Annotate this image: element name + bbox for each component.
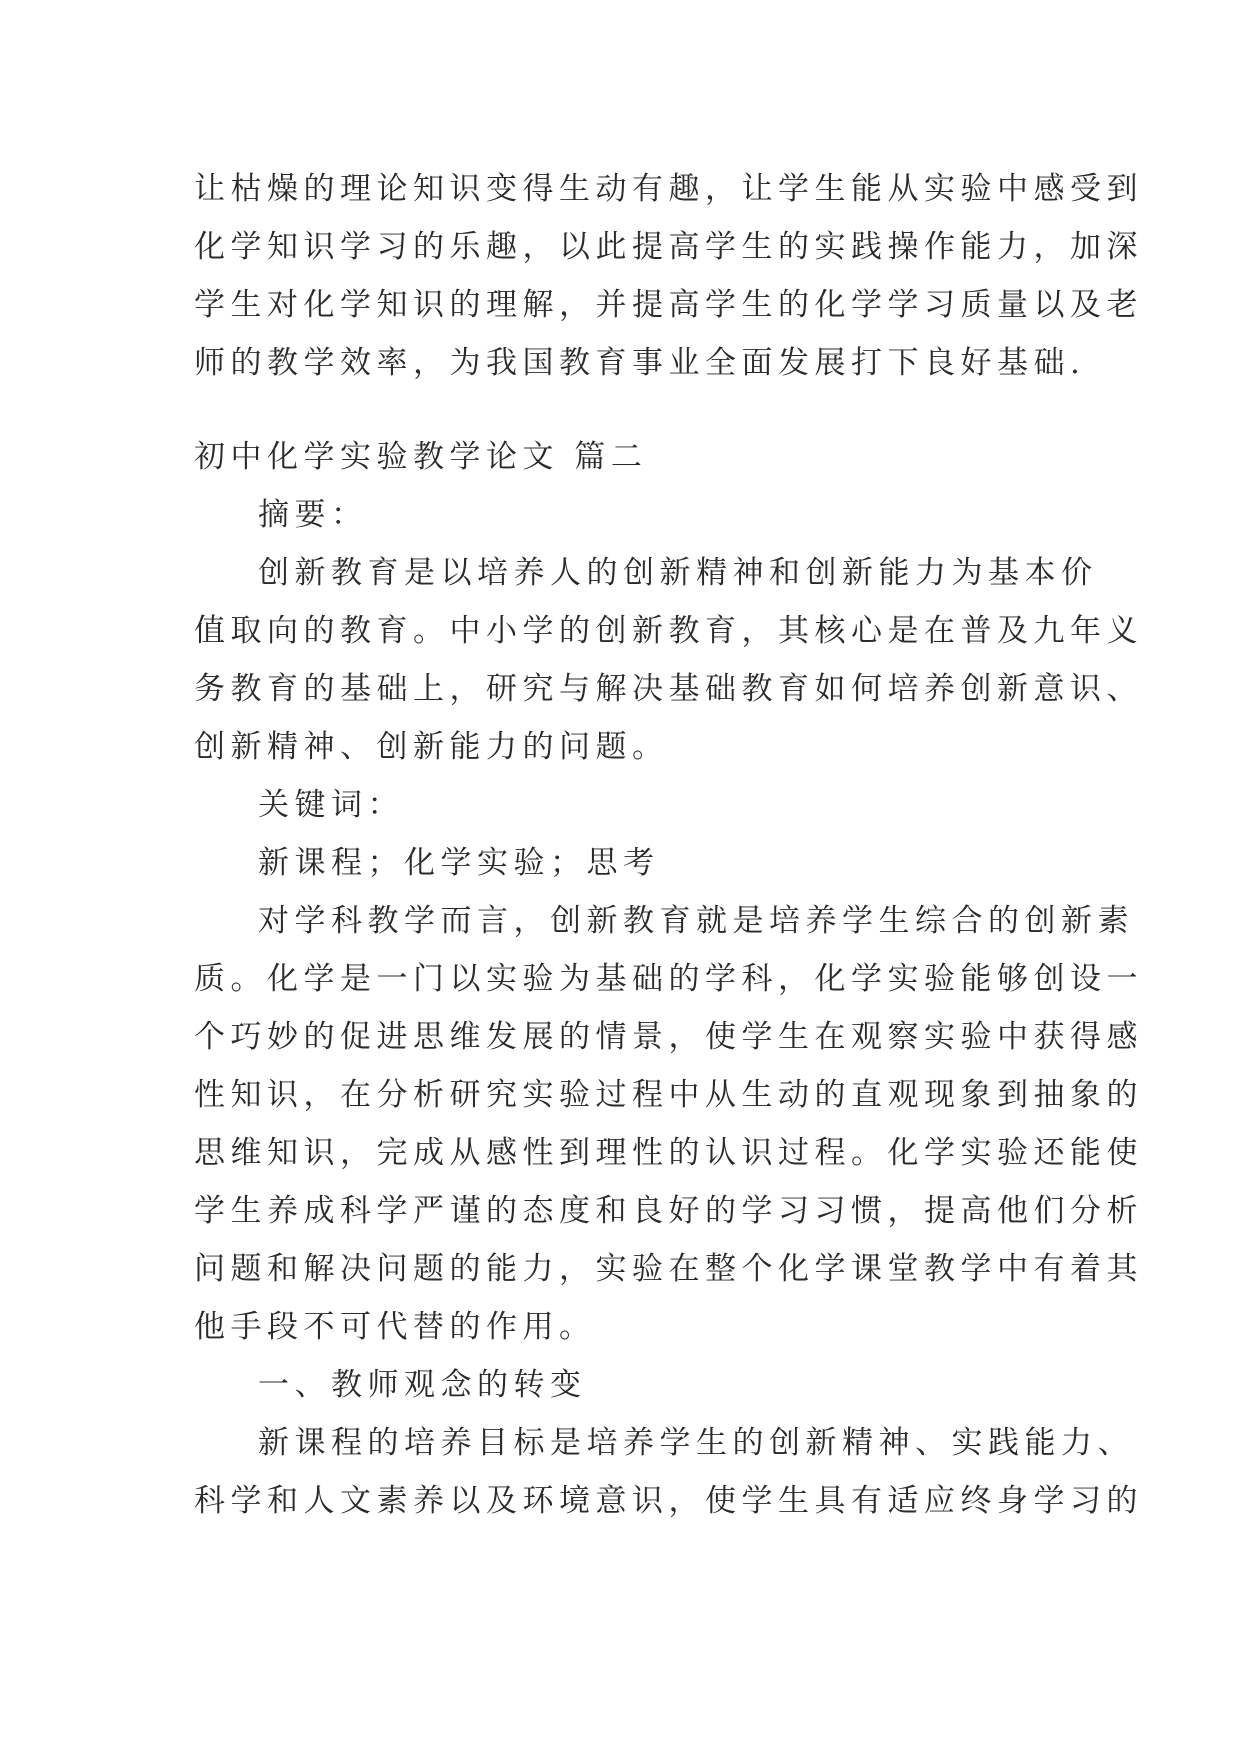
paragraph-line: 问题和解决问题的能力，实验在整个化学课堂教学中有着其 <box>194 1251 1143 1287</box>
paragraph-line: 新课程的培养目标是培养学生的创新精神、实践能力、 <box>258 1425 1134 1461</box>
body-paragraph <box>194 892 1143 1356</box>
paragraph-line: 师的教学效率，为我国教育事业全面发展打下良好基础. <box>194 345 1086 381</box>
document-body <box>194 160 1143 1530</box>
paragraph-line: 值取向的教育。中小学的创新教育，其核心是在普及九年义 <box>194 613 1143 649</box>
keywords-label: 关键词： <box>258 787 404 823</box>
paragraph-line: 让枯燥的理论知识变得生动有趣，让学生能从实验中感受到 <box>194 171 1143 207</box>
paragraph-line: 科学和人文素养以及环境意识，使学生具有适应终身学习的 <box>194 1483 1143 1519</box>
paragraph-line: 质。化学是一门以实验为基础的学科，化学实验能够创设一 <box>194 961 1143 997</box>
paragraph-line: 他手段不可代替的作用。 <box>194 1309 596 1345</box>
paragraph-line: 个巧妙的促进思维发展的情景，使学生在观察实验中获得感 <box>194 1019 1143 1055</box>
last-paragraph <box>194 1414 1143 1530</box>
paragraph-line: 学生对化学知识的理解，并提高学生的化学学习质量以及老 <box>194 287 1143 323</box>
paragraph-line: 对学科教学而言，创新教育就是培养学生综合的创新素 <box>258 903 1134 939</box>
paragraph-line: 创新教育是以培养人的创新精神和创新能力为基本价 <box>258 555 1098 591</box>
paragraph-line: 化学知识学习的乐趣，以此提高学生的实践操作能力，加深 <box>194 229 1143 265</box>
abstract-label: 摘要： <box>258 497 368 533</box>
paragraph-line: 务教育的基础上，研究与解决基础教育如何培养创新意识、 <box>194 671 1143 707</box>
paragraph-line: 性知识，在分析研究实验过程中从生动的直观现象到抽象的 <box>194 1077 1143 1113</box>
paragraph-line: 创新精神、创新能力的问题。 <box>194 729 669 765</box>
abstract-paragraph <box>194 544 1143 776</box>
section-title: 初中化学实验教学论文 篇二 <box>194 439 648 475</box>
intro-paragraph <box>194 160 1143 392</box>
subheading: 一、教师观念的转变 <box>258 1367 587 1403</box>
paragraph-line: 思维知识，完成从感性到理性的认识过程。化学实验还能使 <box>194 1135 1143 1171</box>
keywords: 新课程；化学实验；思考 <box>258 845 660 881</box>
paragraph-line: 学生养成科学严谨的态度和良好的学习习惯，提高他们分析 <box>194 1193 1143 1229</box>
